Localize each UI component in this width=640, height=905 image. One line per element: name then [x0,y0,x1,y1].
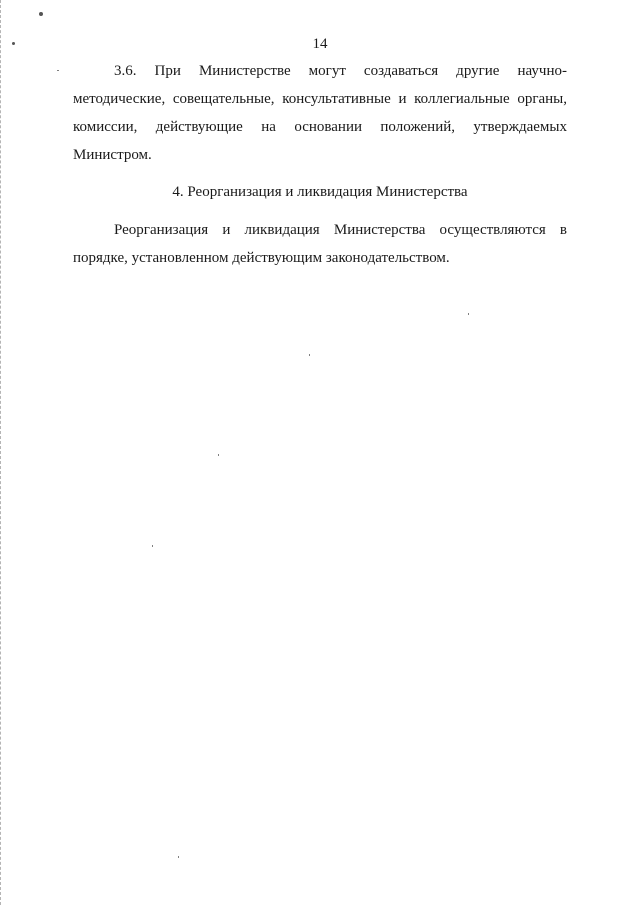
page-number: 14 [312,36,328,52]
scan-speck [178,856,179,858]
scan-margin-line [0,0,3,905]
scan-speck [218,454,219,456]
scan-speck [39,12,43,16]
section-heading: 4. Реорганизация и ликвидация Министерства [172,184,468,200]
paragraph-section-4: Реорганизация и ликвидация Министерства осуществляются в порядке, установленном действующим законодательством. [73,222,567,266]
scan-speck [309,354,310,356]
paragraph-3-6: 3.6. При Министерстве могут создаваться другие научно-методические, совещательные, консультативные и коллегиальные органы, комиссии, действующие на основании положений, утверждаемых Министром. [73,63,567,163]
scan-speck [57,70,59,71]
scan-speck [152,545,153,547]
scan-speck [468,313,469,315]
